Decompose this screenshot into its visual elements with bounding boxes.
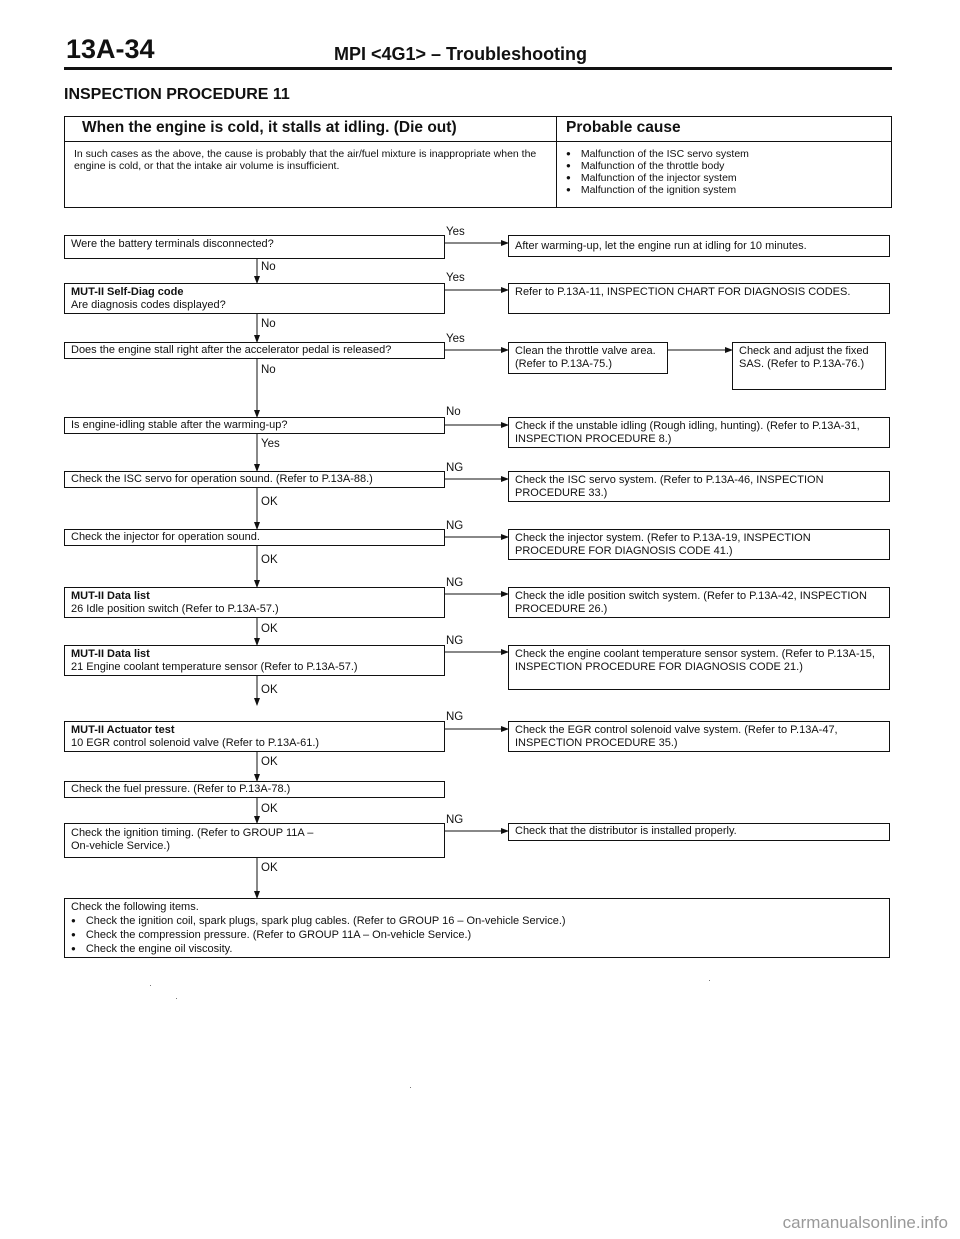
step-isc-sound [64,471,445,488]
symptom-heading: When the engine is cold, it stalls at idling. (Die out) [82,119,457,136]
step-text: Is engine-idling stable after the warming-up? [71,419,288,431]
final-item [71,914,883,928]
step-battery [64,235,445,259]
step-text: 10 EGR control solenoid valve (Refer to P.13A-61.) [71,737,320,749]
result-injector-system [508,529,890,560]
step-text: Check the injector for operation sound. [71,531,260,543]
step-text: Check the ignition timing. (Refer to GROUP 11A – On-vehicle Service.) [71,827,314,852]
label-ok: OK [261,554,278,566]
result-text: Check the ISC servo system. (Refer to P.13A-46, INSPECTION PROCEDURE 33.) [515,474,824,499]
step-text: 21 Engine coolant temperature sensor (Refer to P.13A-57.) [71,661,358,673]
step-idle-switch [64,587,445,618]
scan-speck [410,1087,411,1088]
cause-text: Malfunction of the injector system [580,172,737,184]
step-coolant-sensor [64,645,445,676]
label-ok: OK [261,803,278,815]
label-ng: NG [446,462,464,474]
step-egr-actuator [64,721,445,752]
label-ok: OK [261,756,278,768]
final-text: Check the compression pressure. (Refer to GROUP 11A – On-vehicle Service.) [85,929,472,941]
step-title: MUT-II Data list [71,648,150,660]
result-text: Check the engine coolant temperature sensor system. (Refer to P.13A-15, INSPECTION PROCEDURE FOR DIAGNOSIS CODE 21.) [515,648,875,673]
step-text: Are diagnosis codes displayed? [71,299,226,311]
result-diag-codes [508,283,890,314]
final-list [71,914,883,956]
label-ng: NG [446,635,464,647]
scan-speck [709,980,710,981]
result-text: Check the EGR control solenoid valve system. (Refer to P.13A-47, INSPECTION PROCEDURE 35.) [515,724,838,749]
label-no: No [261,261,276,273]
result-text: Check that the distributor is installed properly. [515,825,737,837]
final-heading: Check the following items. [71,901,199,913]
step-title: MUT-II Data list [71,590,150,602]
final-text: Check the engine oil viscosity. [85,943,233,955]
step-title: MUT-II Self-Diag code [71,286,184,298]
result-text: Check and adjust the fixed SAS. (Refer to P.13A-76.) [739,345,869,370]
result-isc-system [508,471,890,502]
result-clean-throttle [508,342,668,374]
label-yes: Yes [446,333,465,345]
procedure-title: INSPECTION PROCEDURE 11 [64,86,290,103]
final-text: Check the ignition coil, spark plugs, spark plug cables. (Refer to GROUP 16 – On-vehicle Service.) [85,915,566,927]
watermark: carmanualsonline.info [782,1213,948,1232]
result-text: After warming-up, let the engine run at idling for 10 minutes. [515,240,807,252]
step-text: Were the battery terminals disconnected? [71,238,274,250]
label-yes: Yes [446,272,465,284]
scan-speck [176,998,177,999]
step-stall-pedal [64,342,445,359]
page-title: MPI <4G1> – Troubleshooting [334,44,588,64]
step-text: Check the fuel pressure. (Refer to P.13A-78.) [71,783,291,795]
step-text: Check the ISC servo for operation sound. (Refer to P.13A-88.) [71,473,373,485]
label-ng: NG [446,711,464,723]
result-egr-system [508,721,890,752]
result-unstable-idle [508,417,890,448]
result-text: Check if the unstable idling (Rough idling, hunting). (Refer to P.13A-31, INSPECTION PROCEDURE 8.) [515,420,860,445]
label-no: No [261,318,276,330]
symptom-text: In such cases as the above, the cause is probably that the air/fuel mixture is inappropriate when the engine is cold, or that the intake air volume is insufficient. [74,148,537,172]
result-warmup [508,235,890,257]
label-ok: OK [261,496,278,508]
result-idle-switch-system [508,587,890,618]
result-text: Check the idle position switch system. (Refer to P.13A-42, INSPECTION PROCEDURE 26.) [515,590,867,615]
step-self-diag [64,283,445,314]
label-no: No [261,364,276,376]
step-idling-stable [64,417,445,434]
label-ng: NG [446,577,464,589]
cause-text: Malfunction of the ignition system [580,184,737,196]
step-text: 26 Idle position switch (Refer to P.13A-57.) [71,603,279,615]
cause-text: Malfunction of the ISC servo system [580,148,749,160]
label-ok: OK [261,862,278,874]
result-distributor [508,823,890,841]
label-no: No [446,406,461,418]
label-yes: Yes [446,226,465,238]
result-text: Check the injector system. (Refer to P.13A-19, INSPECTION PROCEDURE FOR DIAGNOSIS CODE 41.) [515,532,811,557]
label-ok: OK [261,684,278,696]
step-injector-sound [64,529,445,546]
result-text: Refer to P.13A-11, INSPECTION CHART FOR DIAGNOSIS CODES. [515,286,851,298]
step-ignition-timing [64,823,445,858]
cause-text: Malfunction of the throttle body [580,160,725,172]
step-fuel-pressure [64,781,445,798]
label-ng: NG [446,814,464,826]
final-item [71,928,883,942]
scan-speck [150,985,151,986]
result-coolant-system [508,645,890,690]
label-ok: OK [261,623,278,635]
label-yes: Yes [261,438,280,450]
final-check-box [64,898,890,958]
final-item [71,942,883,956]
result-text: Clean the throttle valve area. (Refer to P.13A-75.) [515,345,656,370]
page-code: 13A-34 [66,34,155,64]
step-title: MUT-II Actuator test [71,724,175,736]
label-ng: NG [446,520,464,532]
cause-heading: Probable cause [566,119,681,136]
step-text: Does the engine stall right after the accelerator pedal is released? [71,344,392,356]
result-adjust-sas [732,342,886,390]
